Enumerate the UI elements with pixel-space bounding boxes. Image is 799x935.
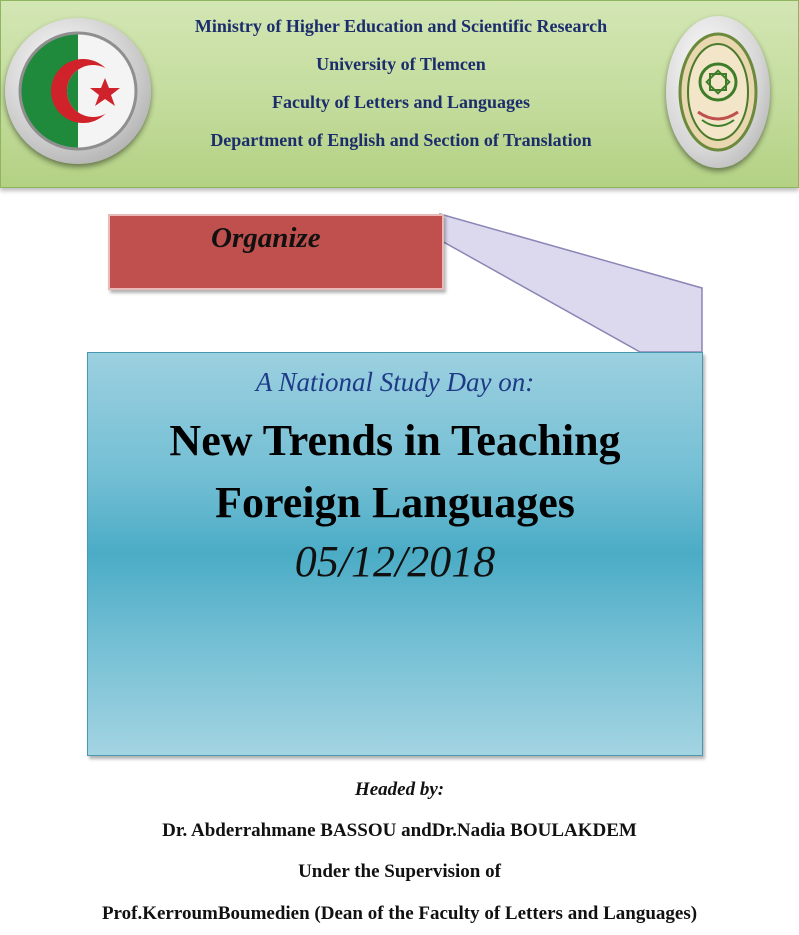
department-line: Department of English and Section of Translation (210, 130, 592, 150)
event-date: 05/12/2018 (294, 537, 496, 586)
headed-by-label: Headed by: (354, 779, 445, 800)
organize-label: Organize (211, 222, 321, 254)
heads-names: Dr. Abderrahmane BASSOU andDr.Nadia BOULAKDEM (162, 820, 637, 841)
supervisor-name: Prof.KerroumBoumedien (Dean of the Faculty of Letters and Languages) (101, 903, 698, 924)
organize-banner (108, 214, 444, 290)
supervision-label: Under the Supervision of (298, 861, 501, 882)
event-title-line-1: New Trends in Teaching (169, 416, 621, 465)
callout-connector (0, 0, 799, 400)
university-line: University of Tlemcen (316, 54, 486, 74)
study-day-panel (87, 352, 703, 756)
event-subtitle: A National Study Day on: (255, 367, 535, 397)
faculty-line: Faculty of Letters and Languages (272, 92, 530, 112)
ministry-line: Ministry of Higher Education and Scientific Research (194, 16, 608, 36)
event-title-line-2: Foreign Languages (215, 478, 575, 527)
event-title (88, 410, 702, 534)
